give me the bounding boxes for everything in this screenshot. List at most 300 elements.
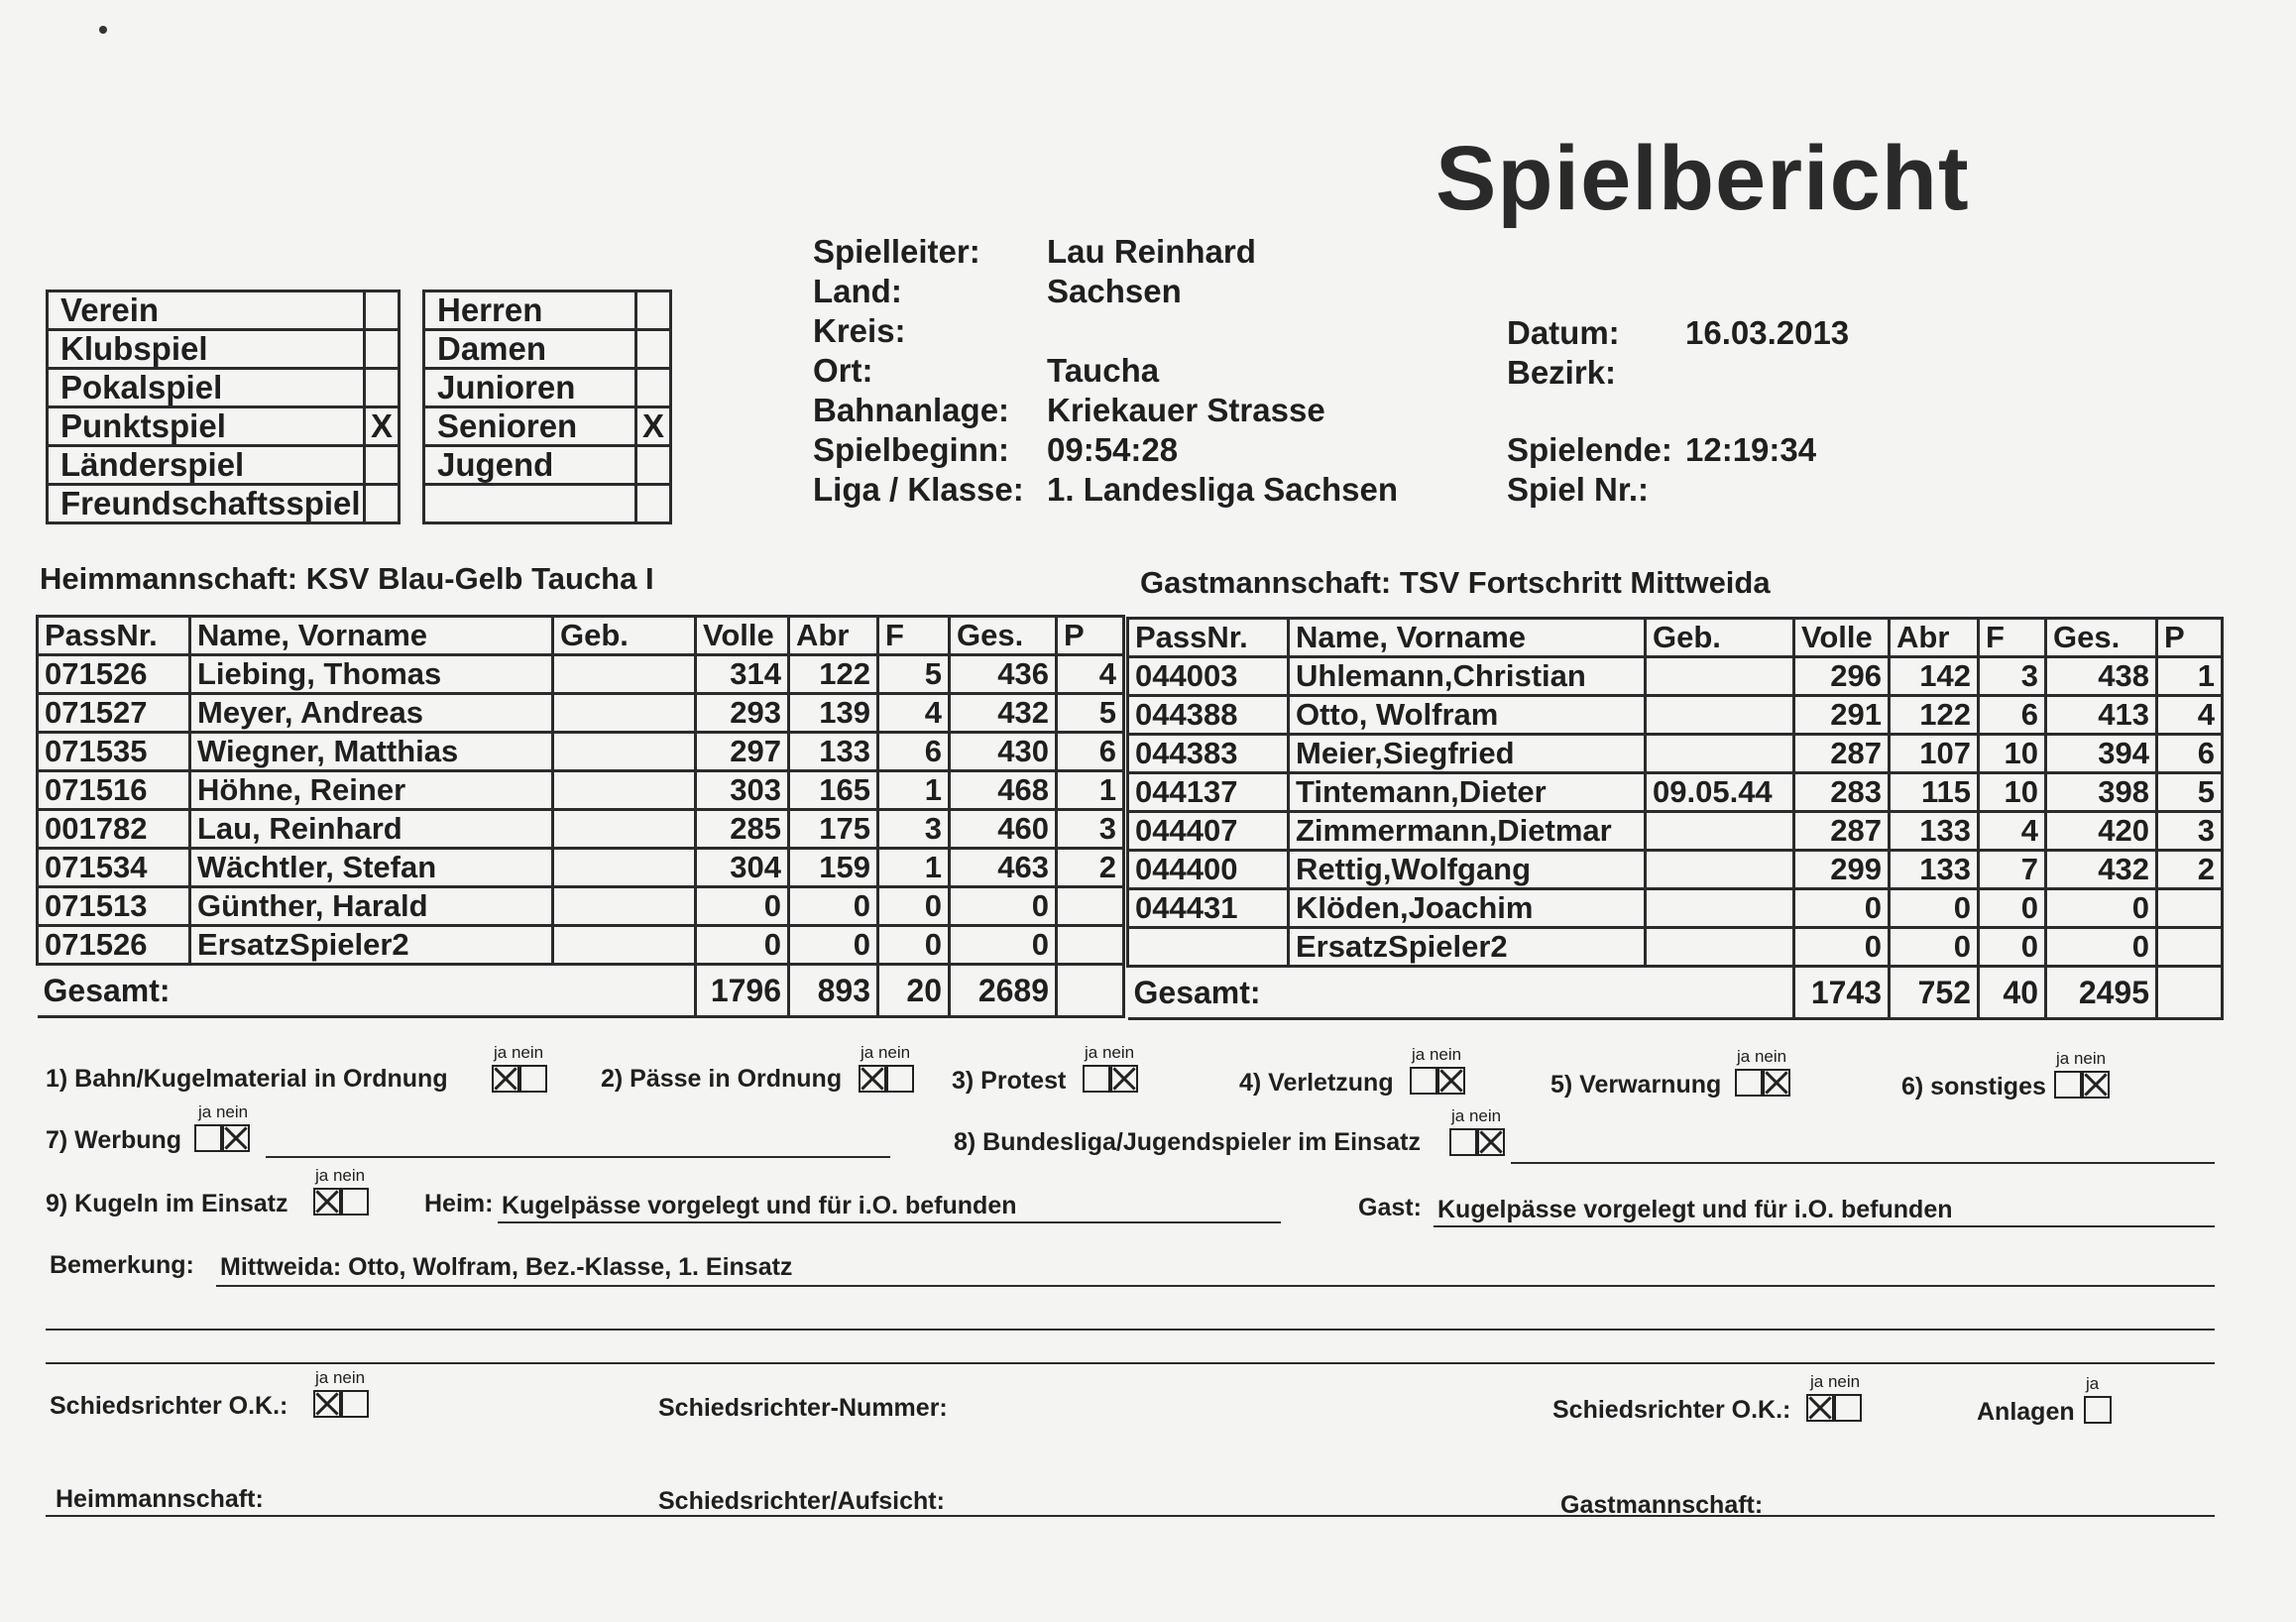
player-cell: 0 [950, 926, 1057, 965]
player-cell: 10 [1979, 773, 2046, 812]
player-cell: 0 [2046, 889, 2157, 928]
q7-checkboxes [194, 1124, 250, 1152]
q1-label: 1) Bahn/Kugelmaterial in Ordnung [46, 1065, 448, 1093]
player-row [38, 810, 1124, 849]
total-cell [2157, 967, 2223, 1019]
player-cell: 5 [1057, 694, 1124, 733]
info-value: Kriekauer Strasse [1047, 392, 1325, 428]
sr-ok-label: Schiedsrichter O.K.: [50, 1392, 288, 1420]
player-cell: 6 [2157, 735, 2223, 773]
q4-checkboxes [1410, 1067, 1465, 1095]
nein-label: nein [1101, 1043, 1135, 1062]
nein-label: nein [1754, 1047, 1787, 1066]
nein-label: nein [877, 1043, 911, 1062]
sig-heim-label: Heimmannschaft: [56, 1485, 264, 1513]
total-label: Gesamt: [38, 965, 696, 1017]
bemerkung-text: Mittweida: Otto, Wolfram, Bez.-Klasse, 1. Einsatz [220, 1253, 793, 1281]
match-info [813, 232, 1507, 510]
heim-text: Kugelpässe vorgelegt und für i.O. befunden [502, 1192, 1017, 1219]
ja-label: ja [1412, 1045, 1426, 1064]
player-row [1128, 889, 2223, 928]
type-mark[interactable] [365, 369, 400, 407]
total-row [1128, 967, 2223, 1019]
nein-checkbox[interactable] [222, 1124, 250, 1152]
ja-checkbox[interactable] [492, 1065, 519, 1093]
q5-label: 5) Verwarnung [1550, 1071, 1722, 1099]
sr-checkboxes [313, 1390, 369, 1418]
player-cell: 4 [1979, 812, 2046, 851]
player-cell: 139 [789, 694, 878, 733]
nein-checkbox[interactable] [886, 1065, 914, 1093]
player-cell: 5 [878, 655, 950, 694]
player-cell: 297 [696, 733, 789, 771]
player-cell: 071516 [38, 771, 190, 810]
type-mark[interactable] [365, 330, 400, 369]
q9-checkboxes [313, 1188, 369, 1216]
player-cell: 6 [1979, 696, 2046, 735]
sr-ja-nein [315, 1368, 365, 1388]
total-cell: 40 [1979, 967, 2046, 1019]
player-cell: 10 [1979, 735, 2046, 773]
nein-label: nein [332, 1368, 366, 1387]
player-cell: 044388 [1128, 696, 1289, 735]
player-cell [1057, 887, 1124, 926]
total-cell [1057, 965, 1124, 1017]
anlagen-checkbox[interactable] [2084, 1396, 2112, 1424]
player-cell: 0 [696, 887, 789, 926]
player-cell: 1 [878, 849, 950, 887]
column-header: Ges. [2046, 619, 2157, 657]
column-header: Geb. [553, 617, 696, 655]
type-label: Freundschaftsspiel [48, 485, 365, 523]
q2-label: 2) Pässe in Ordnung [601, 1065, 843, 1093]
spielnr-label: Spiel Nr.: [1507, 471, 1650, 508]
player-cell: 0 [1794, 889, 1890, 928]
ja-label: ja [494, 1043, 508, 1062]
spielende-label: Spielende: [1507, 431, 1672, 468]
player-cell: 293 [696, 694, 789, 733]
info-value: 09:54:28 [1047, 431, 1179, 468]
total-cell: 1743 [1794, 967, 1890, 1019]
nein-label: nein [332, 1166, 366, 1185]
player-cell: 071535 [38, 733, 190, 771]
type-label: Pokalspiel [48, 369, 365, 407]
info-label: Liga / Klasse: [813, 471, 1024, 508]
player-cell: 044003 [1128, 657, 1289, 696]
category-box [422, 290, 672, 524]
player-cell [553, 810, 696, 849]
q8-label: 8) Bundesliga/Jugendspieler im Einsatz [954, 1128, 1421, 1156]
home-team-name: KSV Blau-Gelb Taucha I [305, 561, 654, 596]
ja-checkbox[interactable] [2054, 1071, 2082, 1099]
player-cell [1646, 657, 1794, 696]
remark-line [46, 1362, 2215, 1364]
total-cell: 2495 [2046, 967, 2157, 1019]
player-cell [553, 655, 696, 694]
page-title: Spielbericht [1435, 128, 1970, 229]
sr-guest-checkboxes [1806, 1394, 1862, 1422]
match-type-box [46, 290, 401, 524]
q8-line [1511, 1162, 2215, 1164]
guest-team-heading [1140, 565, 1771, 601]
player-cell [1646, 812, 1794, 851]
column-header: Ges. [950, 617, 1057, 655]
ja-checkbox[interactable] [313, 1390, 341, 1418]
player-cell: 463 [950, 849, 1057, 887]
datum-label: Datum: [1507, 314, 1620, 351]
column-header: PassNr. [38, 617, 190, 655]
player-cell: 071526 [38, 655, 190, 694]
sr-ok-label-guest: Schiedsrichter O.K.: [1552, 1396, 1791, 1424]
player-cell: 133 [789, 733, 878, 771]
bemerkung-label: Bemerkung: [50, 1251, 194, 1279]
player-row [38, 887, 1124, 926]
sr-nummer-label: Schiedsrichter-Nummer: [658, 1394, 948, 1422]
player-cell: 0 [1979, 928, 2046, 967]
q1-checkboxes [492, 1065, 547, 1093]
q6-ja-nein [2056, 1049, 2106, 1069]
category-mark[interactable] [636, 369, 671, 407]
column-header: Geb. [1646, 619, 1794, 657]
player-cell: 4 [1057, 655, 1124, 694]
player-cell: 420 [2046, 812, 2157, 851]
player-cell: 044431 [1128, 889, 1289, 928]
player-cell: 122 [789, 655, 878, 694]
info-label: Bahnanlage: [813, 392, 1010, 428]
info-value: Taucha [1047, 352, 1160, 389]
home-score-table [36, 615, 1125, 1018]
date-info [1507, 313, 1903, 512]
player-cell: Wiegner, Matthias [190, 733, 553, 771]
player-cell: Tintemann,Dieter [1289, 773, 1646, 812]
column-header: F [1979, 619, 2046, 657]
player-cell: Wächtler, Stefan [190, 849, 553, 887]
type-label: Länderspiel [48, 446, 365, 485]
player-cell [553, 887, 696, 926]
anlagen-label: Anlagen [1977, 1398, 2075, 1426]
column-header: PassNr. [1128, 619, 1289, 657]
player-cell: 0 [2046, 928, 2157, 967]
player-cell: 0 [878, 887, 950, 926]
type-label: Klubspiel [48, 330, 365, 369]
ja-label: ja [315, 1166, 329, 1185]
total-cell: 893 [789, 965, 878, 1017]
q8-checkboxes [1449, 1128, 1505, 1156]
q9-label: 9) Kugeln im Einsatz [46, 1190, 288, 1217]
player-cell: 0 [1890, 889, 1979, 928]
player-cell [1646, 889, 1794, 928]
info-label: Land: [813, 273, 902, 309]
nein-checkbox[interactable] [341, 1390, 369, 1418]
q3-checkboxes [1083, 1065, 1138, 1093]
player-cell: 044407 [1128, 812, 1289, 851]
player-cell: 3 [1057, 810, 1124, 849]
q2-checkboxes [859, 1065, 914, 1093]
player-cell: Lau, Reinhard [190, 810, 553, 849]
player-cell: 0 [789, 887, 878, 926]
info-label: Kreis: [813, 312, 906, 349]
player-cell [1646, 928, 1794, 967]
player-cell: 438 [2046, 657, 2157, 696]
ja-checkbox[interactable] [1449, 1128, 1477, 1156]
ja-label: ja [198, 1102, 212, 1121]
column-header: Name, Vorname [1289, 619, 1646, 657]
player-cell [553, 694, 696, 733]
q3-label: 3) Protest [952, 1067, 1067, 1095]
player-cell: Höhne, Reiner [190, 771, 553, 810]
player-cell: 044400 [1128, 851, 1289, 889]
nein-label: nein [1429, 1045, 1462, 1064]
player-cell: 2 [1057, 849, 1124, 887]
column-header: P [1057, 617, 1124, 655]
q7-label: 7) Werbung [46, 1126, 182, 1154]
q7-ja-nein [198, 1102, 248, 1122]
column-header: Abr [1890, 619, 1979, 657]
q5-ja-nein [1737, 1047, 1786, 1067]
nein-label: nein [2073, 1049, 2107, 1068]
home-team-heading [40, 561, 654, 597]
ja-label: ja [1451, 1106, 1465, 1125]
player-cell: 3 [878, 810, 950, 849]
ja-label: ja [1737, 1047, 1751, 1066]
player-cell [2157, 889, 2223, 928]
ja-label: ja [315, 1368, 329, 1387]
player-cell: Otto, Wolfram [1289, 696, 1646, 735]
nein-checkbox[interactable] [519, 1065, 547, 1093]
nein-checkbox[interactable] [1763, 1069, 1790, 1097]
q4-label: 4) Verletzung [1239, 1069, 1394, 1097]
column-header: F [878, 617, 950, 655]
total-cell: 2689 [950, 965, 1057, 1017]
column-header: Name, Vorname [190, 617, 553, 655]
ja-label: ja [2056, 1049, 2070, 1068]
bezirk-label: Bezirk: [1507, 354, 1617, 391]
info-value: 1. Landesliga Sachsen [1047, 471, 1398, 508]
player-cell: 09.05.44 [1646, 773, 1794, 812]
player-cell: 6 [878, 733, 950, 771]
player-cell: Meyer, Andreas [190, 694, 553, 733]
type-label: Verein [48, 291, 365, 330]
player-cell: Uhlemann,Christian [1289, 657, 1646, 696]
player-cell: 071534 [38, 849, 190, 887]
category-label: Damen [424, 330, 636, 369]
player-cell: 0 [878, 926, 950, 965]
player-cell: 1 [878, 771, 950, 810]
category-label: Jugend [424, 446, 636, 485]
type-mark[interactable] [365, 485, 400, 523]
ja-label: ja [1810, 1372, 1824, 1391]
info-label: Spielbeginn: [813, 431, 1009, 468]
player-cell: 5 [2157, 773, 2223, 812]
player-cell: 287 [1794, 735, 1890, 773]
column-header: Volle [696, 617, 789, 655]
gast-label: Gast: [1358, 1194, 1422, 1221]
column-header: Abr [789, 617, 878, 655]
info-value: Lau Reinhard [1047, 233, 1256, 270]
type-mark[interactable]: X [365, 407, 400, 446]
player-row [1128, 812, 2223, 851]
scan-speck [99, 26, 107, 34]
player-cell [553, 926, 696, 965]
player-cell: 6 [1057, 733, 1124, 771]
player-cell: 044383 [1128, 735, 1289, 773]
category-mark[interactable] [636, 446, 671, 485]
player-row [38, 694, 1124, 733]
q3-ja-nein [1085, 1043, 1134, 1063]
player-row [38, 926, 1124, 965]
category-mark[interactable] [636, 291, 671, 330]
player-cell [553, 849, 696, 887]
player-cell: 2 [2157, 851, 2223, 889]
bemerkung-line [216, 1285, 2215, 1287]
ja-checkbox[interactable] [1410, 1067, 1437, 1095]
nein-checkbox[interactable] [1834, 1394, 1862, 1422]
player-row [1128, 735, 2223, 773]
q7-line [266, 1156, 890, 1158]
info-label: Spielleiter: [813, 233, 980, 270]
signature-line [46, 1515, 2215, 1517]
player-cell [1057, 926, 1124, 965]
gast-text: Kugelpässe vorgelegt und für i.O. befunden [1437, 1196, 1953, 1223]
player-cell: 165 [789, 771, 878, 810]
player-cell: 304 [696, 849, 789, 887]
player-cell [1646, 696, 1794, 735]
player-cell: Günther, Harald [190, 887, 553, 926]
ja-label: ja [1085, 1043, 1098, 1062]
category-label: Herren [424, 291, 636, 330]
type-label: Punktspiel [48, 407, 365, 446]
home-label: Heimmannschaft: [40, 561, 298, 596]
ja-checkbox[interactable] [1735, 1069, 1763, 1097]
table-header-row [38, 617, 1124, 655]
category-mark[interactable] [636, 330, 671, 369]
player-cell [1646, 851, 1794, 889]
player-cell: ErsatzSpieler2 [190, 926, 553, 965]
nein-label: nein [511, 1043, 544, 1062]
player-row [38, 733, 1124, 771]
total-cell: 752 [1890, 967, 1979, 1019]
category-mark[interactable] [636, 485, 671, 523]
player-cell: 394 [2046, 735, 2157, 773]
type-mark[interactable] [365, 446, 400, 485]
player-cell: 413 [2046, 696, 2157, 735]
total-cell: 1796 [696, 965, 789, 1017]
datum-value: 16.03.2013 [1685, 314, 1850, 351]
ja-checkbox[interactable] [1083, 1065, 1110, 1093]
player-cell: 296 [1794, 657, 1890, 696]
player-cell: 0 [1890, 928, 1979, 967]
spielende-value: 12:19:34 [1685, 431, 1817, 468]
column-header: P [2157, 619, 2223, 657]
nein-checkbox[interactable] [341, 1188, 369, 1216]
sr-guest-ja-nein [1810, 1372, 1860, 1392]
player-row [38, 849, 1124, 887]
player-cell: 071513 [38, 887, 190, 926]
guest-label: Gastmannschaft: [1140, 565, 1392, 600]
player-cell: 115 [1890, 773, 1979, 812]
player-cell: 0 [950, 887, 1057, 926]
player-cell: 044137 [1128, 773, 1289, 812]
info-label: Ort: [813, 352, 873, 389]
player-cell: 432 [950, 694, 1057, 733]
player-cell: 3 [1979, 657, 2046, 696]
player-row [1128, 696, 2223, 735]
player-cell: Klöden,Joachim [1289, 889, 1646, 928]
ja-label: ja [861, 1043, 874, 1062]
player-cell: 0 [696, 926, 789, 965]
player-cell: 133 [1890, 812, 1979, 851]
ja-checkbox[interactable] [859, 1065, 886, 1093]
player-cell: 436 [950, 655, 1057, 694]
player-cell: Zimmermann,Dietmar [1289, 812, 1646, 851]
q9-ja-nein [315, 1166, 365, 1186]
player-cell [1128, 928, 1289, 967]
player-cell: 1 [2157, 657, 2223, 696]
player-row [38, 771, 1124, 810]
player-cell: 468 [950, 771, 1057, 810]
q6-label: 6) sonstiges [1901, 1073, 2046, 1101]
guest-score-table [1126, 617, 2224, 1020]
q4-ja-nein [1412, 1045, 1461, 1065]
player-cell: 291 [1794, 696, 1890, 735]
nein-checkbox[interactable] [2082, 1071, 2110, 1099]
player-cell: 314 [696, 655, 789, 694]
ja-checkbox[interactable] [194, 1124, 222, 1152]
q8-ja-nein [1451, 1106, 1501, 1126]
player-cell: 430 [950, 733, 1057, 771]
player-cell: 133 [1890, 851, 1979, 889]
anlagen-checkbox-wrap [2084, 1396, 2112, 1424]
sig-sr-label: Schiedsrichter/Aufsicht: [658, 1487, 945, 1515]
type-mark[interactable] [365, 291, 400, 330]
table-header-row [1128, 619, 2223, 657]
category-mark[interactable]: X [636, 407, 671, 446]
info-value: Sachsen [1047, 273, 1182, 309]
player-cell: Rettig,Wolfgang [1289, 851, 1646, 889]
player-row [1128, 657, 2223, 696]
player-cell: 071526 [38, 926, 190, 965]
player-row [1128, 928, 2223, 967]
total-label: Gesamt: [1128, 967, 1794, 1019]
q1-ja-nein [494, 1043, 543, 1063]
q6-checkboxes [2054, 1071, 2110, 1099]
nein-checkbox[interactable] [1477, 1128, 1505, 1156]
player-cell: 4 [878, 694, 950, 733]
q5-checkboxes [1735, 1069, 1790, 1097]
player-cell: 0 [1794, 928, 1890, 967]
player-cell: 0 [1979, 889, 2046, 928]
ja-checkbox[interactable] [1806, 1394, 1834, 1422]
player-cell [1646, 735, 1794, 773]
nein-checkbox[interactable] [1110, 1065, 1138, 1093]
player-cell: 4 [2157, 696, 2223, 735]
total-cell: 20 [878, 965, 950, 1017]
category-label: Senioren [424, 407, 636, 446]
player-cell: 7 [1979, 851, 2046, 889]
player-cell: 1 [1057, 771, 1124, 810]
category-label: Junioren [424, 369, 636, 407]
heim-line [498, 1221, 1281, 1223]
guest-team-name: TSV Fortschritt Mittweida [1399, 565, 1771, 600]
column-header: Volle [1794, 619, 1890, 657]
player-cell: 3 [2157, 812, 2223, 851]
player-cell [553, 733, 696, 771]
player-row [1128, 851, 2223, 889]
player-cell: 001782 [38, 810, 190, 849]
player-cell: 432 [2046, 851, 2157, 889]
ja-checkbox[interactable] [313, 1188, 341, 1216]
nein-checkbox[interactable] [1437, 1067, 1465, 1095]
